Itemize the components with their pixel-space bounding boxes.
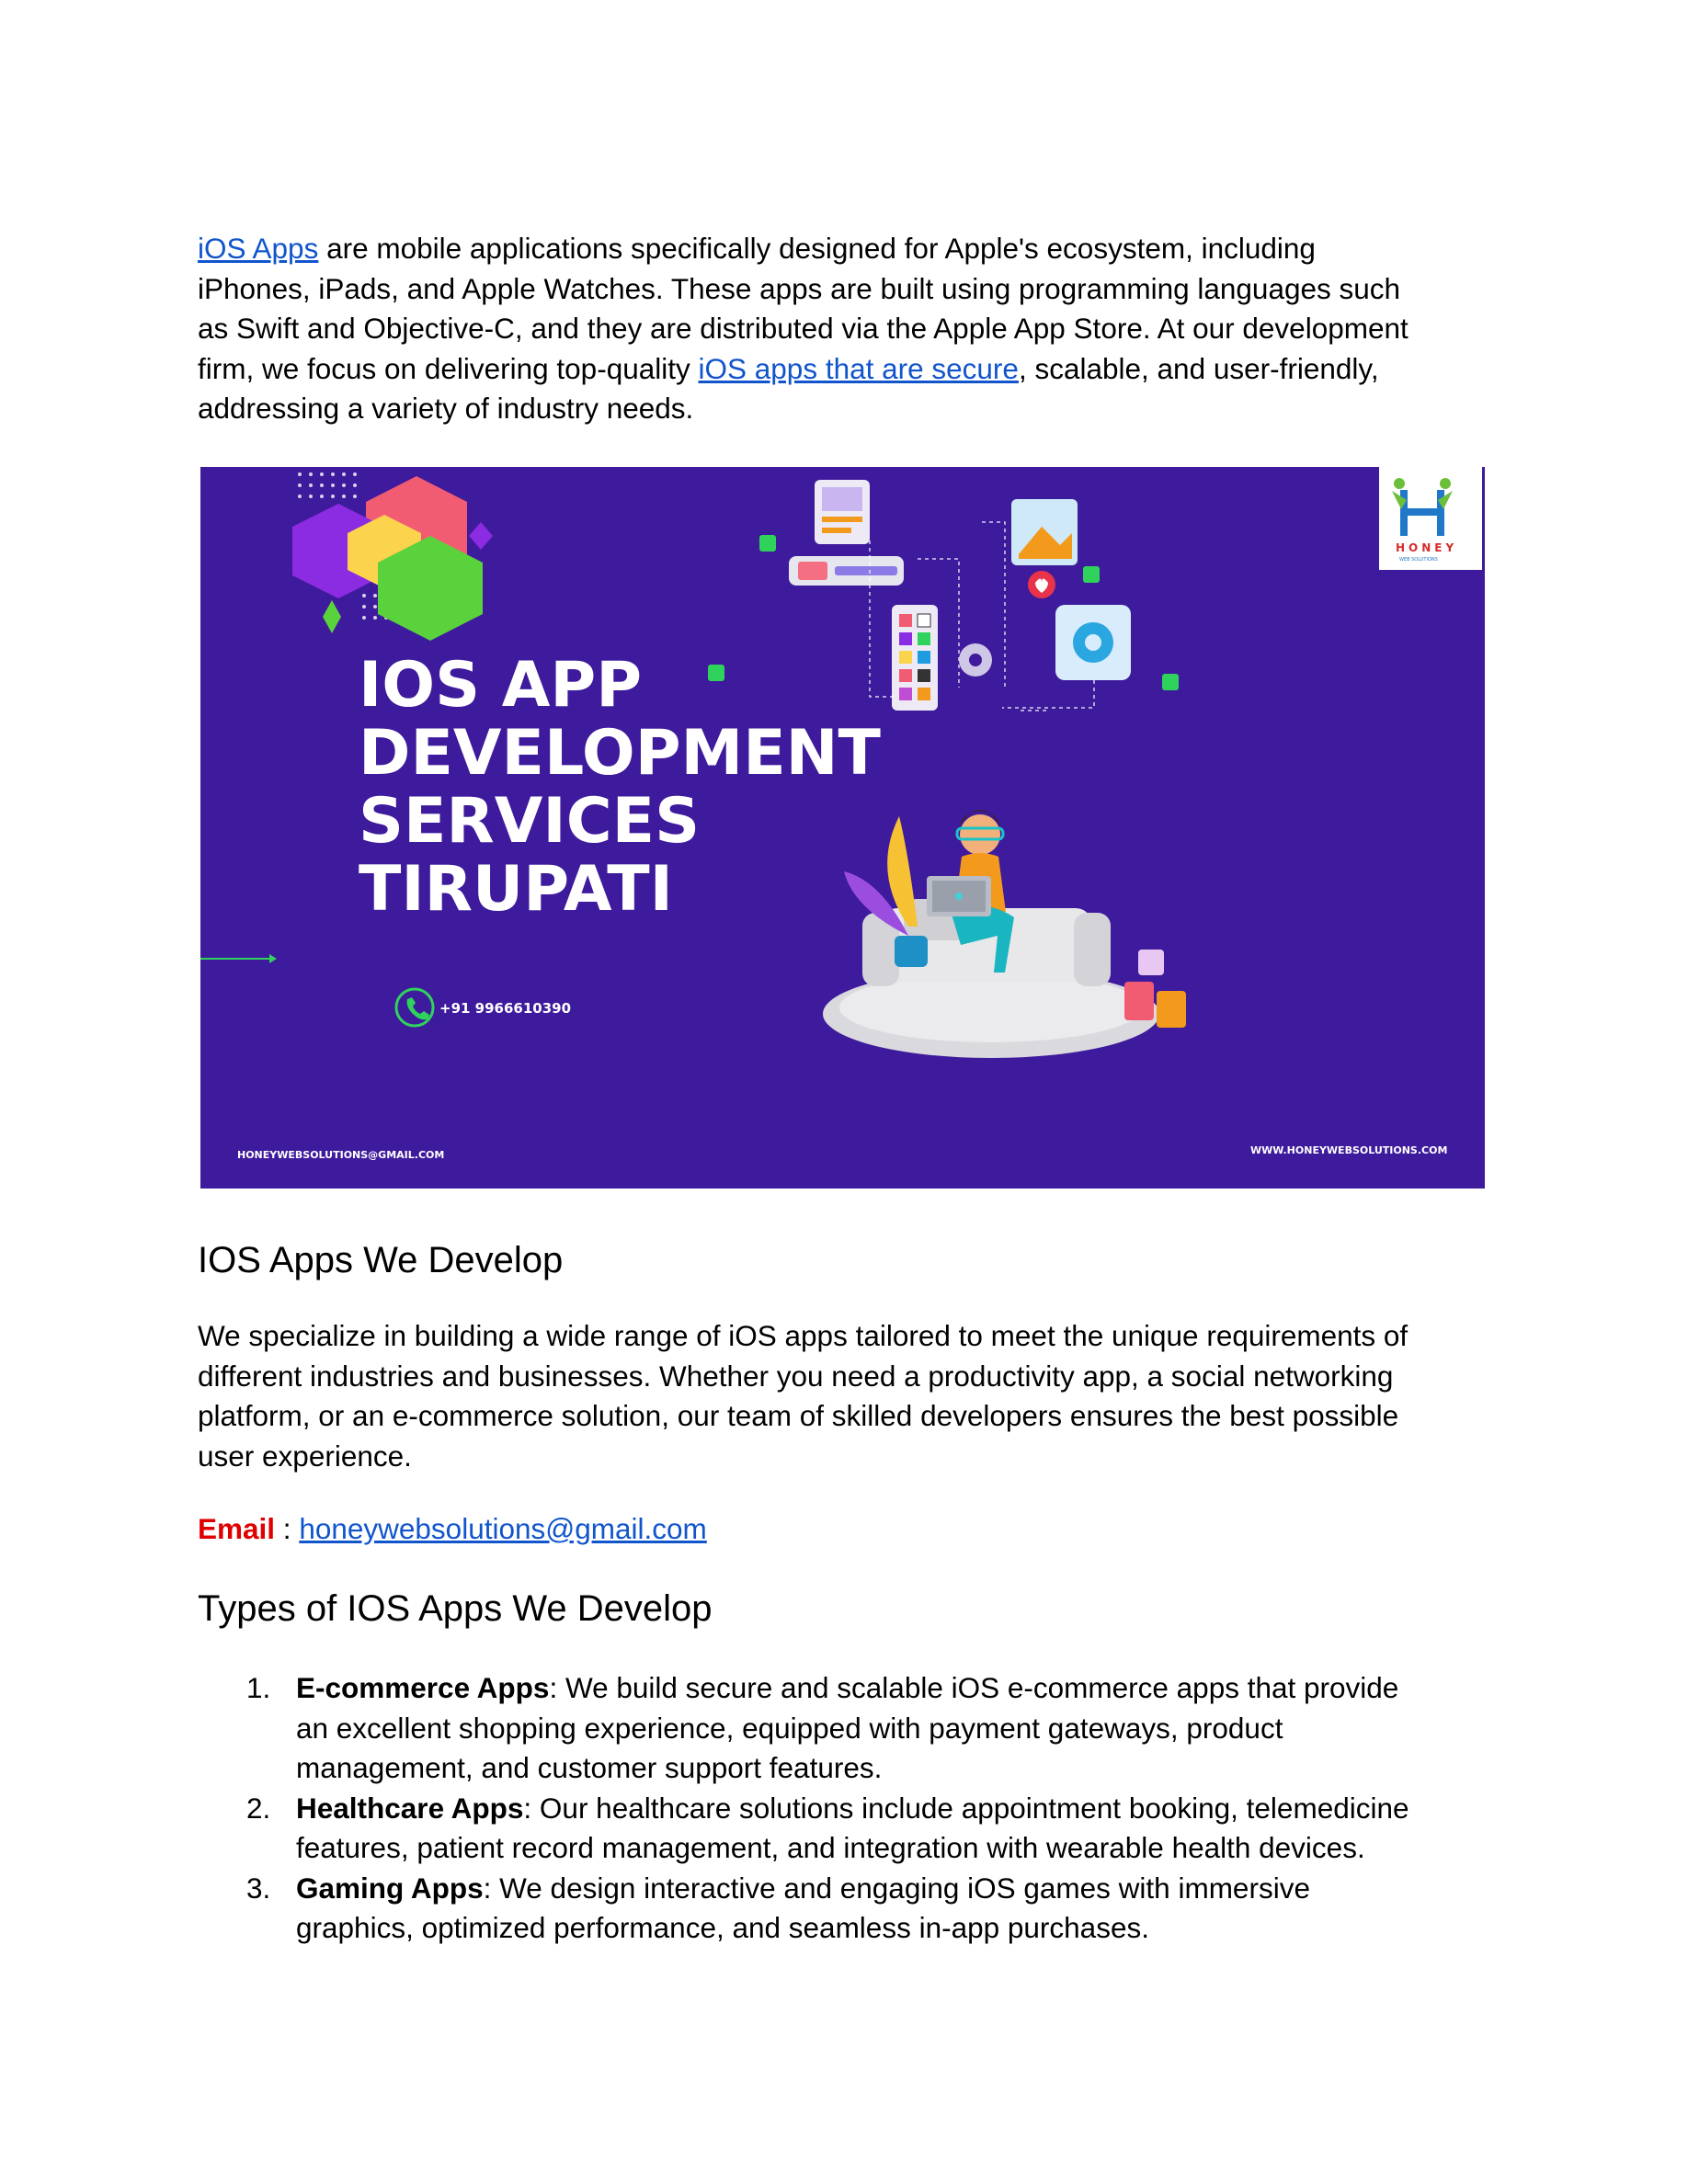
intro-line-3: as Swift and Objective-C, and they are distributed via the Apple App Store. At our development <box>198 312 1409 345</box>
svg-text:HONEY: HONEY <box>1396 541 1458 554</box>
heading-ios-apps-we-develop: IOS Apps We Develop <box>198 1240 564 1280</box>
svg-text:WEB SOLUTIONS: WEB SOLUTIONS <box>1399 557 1438 563</box>
list-item-number: 3. <box>246 1871 271 1905</box>
specialize-line-2: different industries and businesses. Whether you need a productivity app, a social networking <box>198 1359 1394 1393</box>
banner-website: WWW.HONEYWEBSOLUTIONS.COM <box>1250 1144 1448 1156</box>
list-item: 3. Gaming Apps: We design interactive and engaging iOS games with immersive graphics, optimized performance, and seamless in-app purchases. <box>198 1869 1503 1949</box>
intro-line-2: iPhones, iPads, and Apple Watches. These apps are built using programming languages such <box>198 271 1401 305</box>
list-item-number: 1. <box>246 1671 271 1704</box>
intro-line-5: addressing a variety of industry needs. <box>198 392 694 425</box>
banner-title-line-2: DEVELOPMENT <box>359 717 881 790</box>
list-item-title: E-commerce Apps <box>296 1671 550 1704</box>
email-address-link[interactable]: honeywebsolutions@gmail.com <box>299 1512 707 1545</box>
specialize-line-4: user experience. <box>198 1439 412 1473</box>
list-item: 2. Healthcare Apps: Our healthcare solutions include appointment booking, telemedicine features, patient record management, and integration with wearable health devices. <box>198 1789 1503 1869</box>
honey-logo <box>1379 467 1482 570</box>
intro-line-1: iOS Apps are mobile applications specifically designed for Apple's ecosystem, including <box>198 232 1316 265</box>
banner-email: HONEYWEBSOLUTIONS@GMAIL.COM <box>237 1149 445 1161</box>
intro-line-4: firm, we focus on delivering top-quality iOS apps that are secure, scalable, and user-friendly, <box>198 351 1379 385</box>
app-types-list <box>198 1668 1503 1949</box>
heading-types-of-ios-apps: Types of IOS Apps We Develop <box>198 1588 713 1629</box>
specialize-line-1: We specialize in building a wide range of iOS apps tailored to meet the unique requirements of <box>198 1319 1409 1352</box>
banner-title-line-3: SERVICES <box>359 785 701 858</box>
email-separator: : <box>275 1512 300 1545</box>
list-item-title: Gaming Apps <box>296 1871 484 1905</box>
specialize-paragraph <box>198 1316 1503 1476</box>
ios-apps-link[interactable]: iOS Apps <box>198 232 319 265</box>
list-item-title: Healthcare Apps <box>296 1791 524 1825</box>
promo-banner-image <box>200 467 1485 1189</box>
specialize-line-3: platform, or an e-commerce solution, our team of skilled developers ensures the best possible <box>198 1399 1399 1432</box>
banner-title-line-1: IOS APP <box>359 649 643 722</box>
banner-title-line-4: TIRUPATI <box>359 853 673 926</box>
list-item: 1. E-commerce Apps: We build secure and scalable iOS e-commerce apps that provide an excellent shopping experience, equipped with payment gateways, product management, and customer support features. <box>198 1668 1503 1789</box>
email-label: Email <box>198 1512 276 1545</box>
intro-paragraph <box>198 229 1503 429</box>
ios-apps-secure-link[interactable]: iOS apps that are secure <box>698 351 1019 385</box>
list-item-number: 2. <box>246 1791 271 1825</box>
banner-phone: +91 9966610390 <box>439 1000 572 1017</box>
email-line <box>198 1509 1503 1550</box>
